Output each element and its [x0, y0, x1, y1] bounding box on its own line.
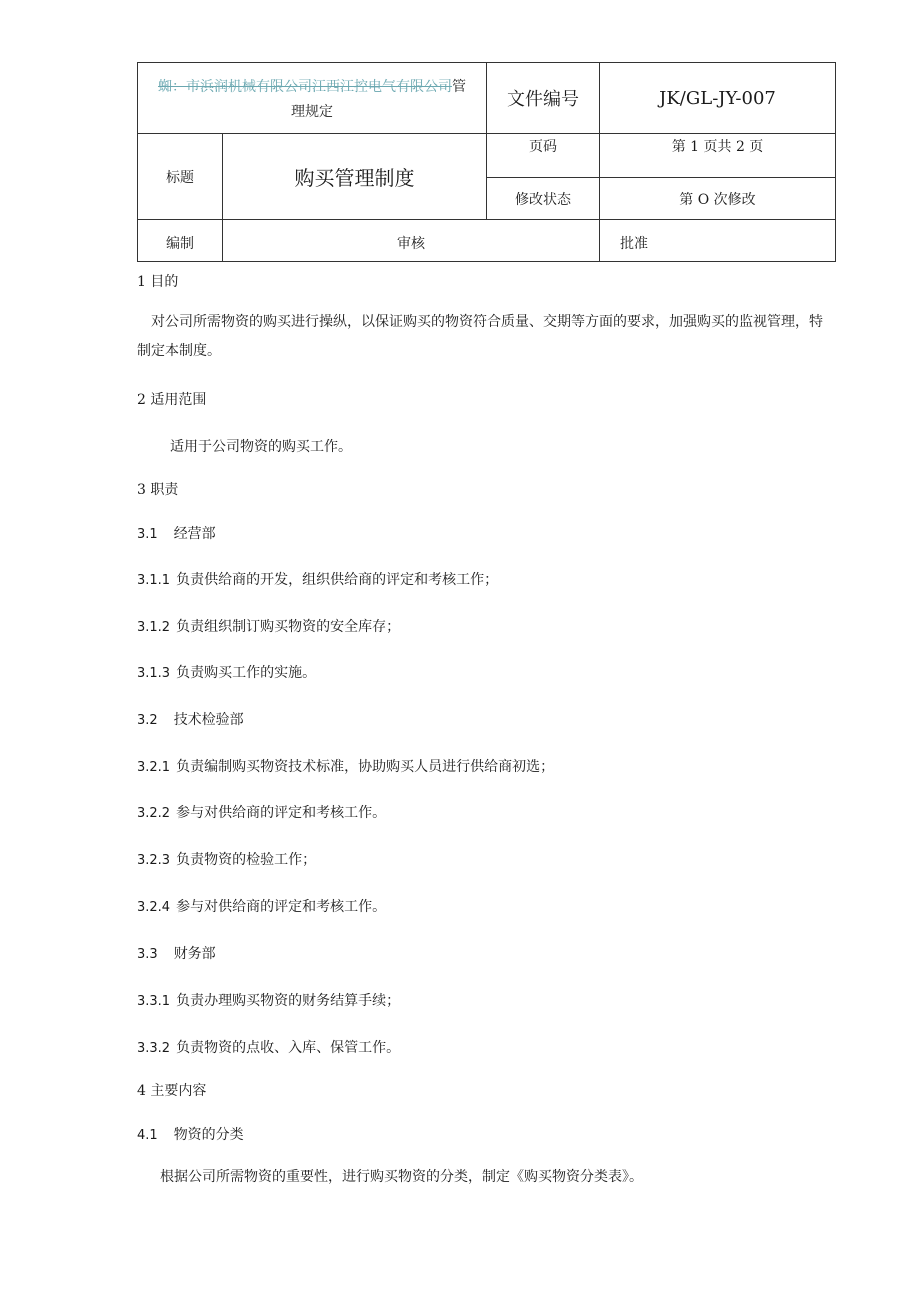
document-header-table — [137, 62, 836, 262]
company-name-suffix: 管 — [452, 79, 466, 95]
reviewed-by-cell — [223, 220, 600, 262]
section-text: 负责物资的检验工作； — [176, 852, 317, 868]
section-text: 参与对供给商的评定和考核工作。 — [176, 899, 387, 915]
revision-status-label: 修改状态 — [487, 178, 600, 220]
section-text: 负责物资的点收、入库、保管工作。 — [176, 1040, 401, 1056]
section-number: 3.2.1 — [137, 760, 171, 775]
section-text: 负责编制购买物资技术标准，协助购买人员进行供给商初选； — [176, 759, 555, 775]
prepared-by-cell — [138, 220, 223, 262]
approved-by-label: 批准 — [620, 235, 648, 252]
page-number-label: 页码 — [487, 134, 600, 178]
section-3-3-2 — [137, 1037, 400, 1057]
section-number: 3.1 — [137, 527, 158, 542]
prepared-by-label: 编制 — [166, 235, 194, 252]
section-number: 3.1.1 — [137, 573, 171, 588]
document-title: 购买管理制度 — [223, 134, 487, 220]
section-2-text: 适用于公司物资的购买工作。 — [170, 439, 352, 455]
file-number-label: 文件编号 — [487, 63, 600, 134]
section-3-heading: 3 职责 — [137, 482, 179, 498]
section-3-2 — [137, 709, 244, 729]
section-3-2-4 — [137, 896, 386, 916]
section-number: 3.1.3 — [137, 666, 171, 681]
title-label: 标题 — [138, 134, 223, 220]
company-name-line2: 理规定 — [291, 104, 333, 120]
section-number: 3.2.3 — [137, 853, 171, 868]
section-4-heading: 4 主要内容 — [137, 1083, 207, 1099]
section-text: 物资的分类 — [173, 1127, 244, 1143]
section-2-heading: 2 适用范围 — [137, 392, 207, 408]
section-1-heading: 1 目的 — [137, 274, 179, 290]
section-1-text: 对公司所需物资的购买进行操纵，以保证购买的物资符合质量、交期等方面的要求，加强购买的监视管理，特制定本制度。 — [137, 314, 823, 359]
section-text: 负责办理购买物资的财务结算手续； — [176, 993, 401, 1009]
section-number: 3.2.2 — [137, 806, 171, 821]
approved-by-cell — [600, 220, 836, 262]
section-3-1-1 — [137, 569, 498, 589]
section-4-1 — [137, 1124, 244, 1144]
section-3-3 — [137, 943, 216, 963]
section-3-1-3 — [137, 662, 316, 682]
page-number-value: 第 1 页共 2 页 — [600, 134, 836, 178]
section-number: 3.1.2 — [137, 620, 171, 635]
section-text: 负责购买工作的实施。 — [176, 665, 317, 681]
section-3-2-1 — [137, 756, 554, 776]
file-number-value: JK/GL-JY-007 — [600, 63, 836, 134]
section-number: 3.2 — [137, 713, 158, 728]
section-3-3-1 — [137, 990, 400, 1010]
section-text: 技术检验部 — [173, 712, 244, 728]
section-number: 3.2.4 — [137, 900, 171, 915]
section-3-2-2 — [137, 802, 386, 822]
section-number: 3.3 — [137, 947, 158, 962]
section-text: 经营部 — [173, 526, 216, 542]
section-3-2-3 — [137, 849, 316, 869]
section-4-1-text: 根据公司所需物资的重要性，进行购买物资的分类，制定《购买物资分类表》。 — [160, 1169, 643, 1185]
company-name-struck: 蜘：市浜润机械有限公司江西江控电气有限公司 — [158, 79, 452, 95]
section-text: 参与对供给商的评定和考核工作。 — [176, 805, 387, 821]
section-text: 负责供给商的开发，组织供给商的评定和考核工作； — [176, 572, 499, 588]
section-3-1-2 — [137, 616, 400, 636]
section-text: 财务部 — [173, 946, 216, 962]
section-number: 4.1 — [137, 1128, 158, 1143]
reviewed-by-label: 审核 — [397, 235, 425, 252]
section-number: 3.3.2 — [137, 1041, 171, 1056]
section-number: 3.3.1 — [137, 994, 171, 1009]
section-text: 负责组织制订购买物资的安全库存； — [176, 619, 401, 635]
section-3-1 — [137, 523, 216, 543]
company-name-cell — [138, 63, 487, 134]
revision-status-value: 第 O 次修改 — [600, 178, 836, 220]
